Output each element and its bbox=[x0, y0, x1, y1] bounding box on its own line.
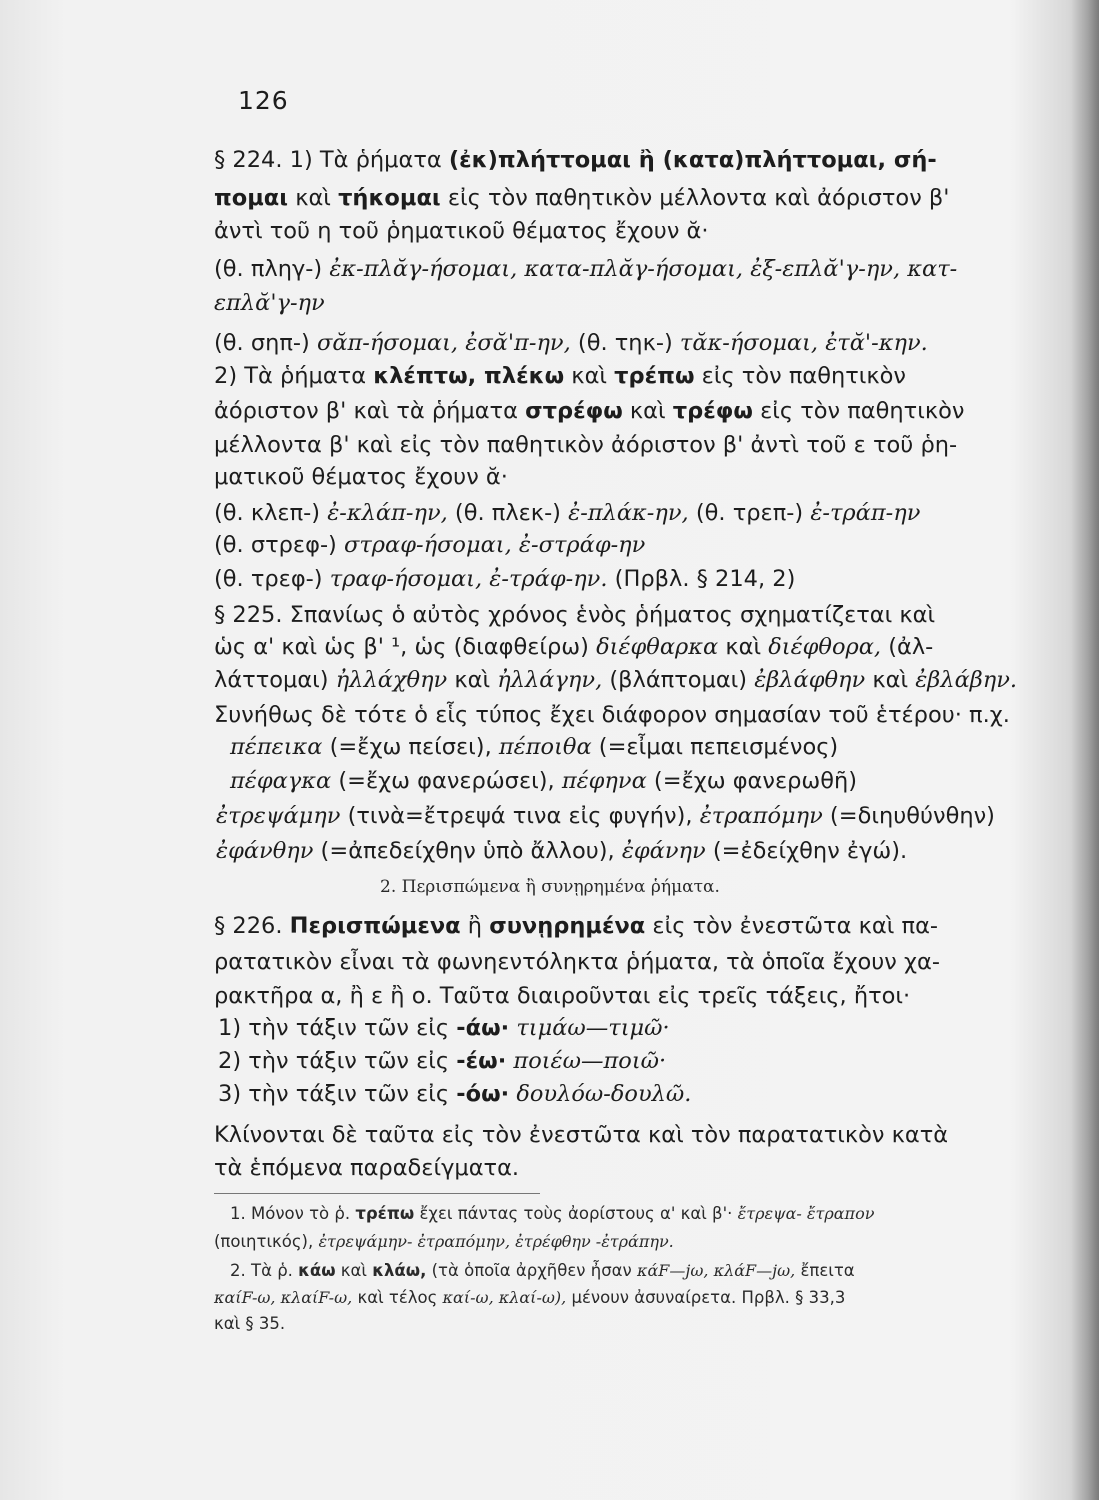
page-edge-shadow bbox=[1071, 0, 1099, 1500]
s224-line-2: πομαι καὶ τήκομαι εἰς τὸν παθητικὸν μέλλοντα καὶ ἀόριστον β' bbox=[214, 185, 950, 211]
s225-line-5: πέπεικα (=ἔχω πείσει), πέποιθα (=εἶμαι πεπεισμένος) bbox=[230, 734, 839, 760]
s225-line-8: ἐφάνθην (=ἀπεδείχθην ὑπὸ ἄλλου), ἐφάνην (=ἐδείχθην ἐγώ). bbox=[216, 838, 908, 864]
s224-line-11: (θ. κλεπ-) ἐ-κλάπ-ην, (θ. πλεκ-) ἐ-πλάκ-ην, (θ. τρεπ-) ἐ-τράπ-ην bbox=[214, 500, 921, 526]
s224-line-10: ματικοῦ θέματος ἔχουν ᾰ· bbox=[214, 464, 508, 490]
s226-line-8: τὰ ἑπόμενα παραδείγματα. bbox=[214, 1155, 520, 1181]
s224-line-13: (θ. τρεφ-) τραφ-ήσομαι, ἐ-τράφ-ην. (Πρβλ. § 214, 2) bbox=[214, 566, 796, 592]
s226-line-3: ρακτῆρα α, ἢ ε ἢ ο. Ταῦτα διαιροῦνται εἰς τρεῖς τάξεις, ἤτοι· bbox=[214, 983, 911, 1009]
s226-line-4: 1) τὴν τάξιν τῶν εἰς -άω· τιμάω—τιμῶ· bbox=[218, 1015, 670, 1041]
footnote-1-line-2: (ποιητικός), ἐτρεψάμην- ἐτραπόμην, ἐτρέφθην -ἐτράπην. bbox=[214, 1232, 674, 1251]
s225-line-2: ὡς α' καὶ ὡς β' ¹, ὡς (διαφθείρω) διέφθαρκα καὶ διέφθορα, (ἀλ- bbox=[214, 634, 934, 660]
s225-line-1: § 225. Σπανίως ὁ αὐτὸς χρόνος ἑνὸς ῥήματος σχηματίζεται καὶ bbox=[214, 602, 936, 628]
s224-line-9: μέλλοντα β' καὶ εἰς τὸν παθητικὸν ἀόριστον β' ἀντὶ τοῦ ε τοῦ ῥη- bbox=[214, 432, 958, 458]
footnote-2-line-3: καὶ § 35. bbox=[214, 1314, 286, 1333]
footnote-rule bbox=[214, 1193, 540, 1194]
s226-line-5: 2) τὴν τάξιν τῶν εἰς -έω· ποιέω—ποιῶ· bbox=[218, 1048, 667, 1074]
s224-line-8: ἀόριστον β' καὶ τὰ ῥήματα στρέφω καὶ τρέφω εἰς τὸν παθητικὸν bbox=[214, 398, 965, 424]
footnote-2-line-2: καίF-ω, κλαίF-ω, καὶ τέλος καί-ω, κλαί-ω), μένουν ἀσυναίρετα. Πρβλ. § 33,3 bbox=[214, 1288, 846, 1307]
s225-line-4: Συνήθως δὲ τότε ὁ εἷς τύπος ἔχει διάφορον σημασίαν τοῦ ἑτέρου· π.χ. bbox=[214, 702, 1010, 728]
s225-line-7: ἐτρεψάμην (τινὰ=ἔτρεψά τινα εἰς φυγήν), ἐτραπόμην (=διηυθύνθην) bbox=[216, 803, 995, 829]
s224-line-4: (θ. πληγ-) ἐκ-πλᾰγ-ήσομαι, κατα-πλᾰγ-ήσομαι, ἐξ-επλᾰ'γ-ην, κατ- bbox=[214, 256, 958, 282]
s224-line-1: § 224. 1) Τὰ ῥήματα (ἐκ)πλήττομαι ἢ (κατα)πλήττομαι, σή- bbox=[214, 147, 937, 173]
s224-line-3: ἀντὶ τοῦ η τοῦ ῥηματικοῦ θέματος ἔχουν ᾰ· bbox=[214, 218, 709, 244]
page-number: 126 bbox=[238, 86, 289, 115]
s226-line-7: Κλίνονται δὲ ταῦτα εἰς τὸν ἐνεστῶτα καὶ τὸν παρατατικὸν κατὰ bbox=[214, 1122, 949, 1148]
s224-line-7: 2) Τὰ ῥήματα κλέπτω, πλέκω καὶ τρέπω εἰς τὸν παθητικὸν bbox=[214, 363, 906, 389]
s225-line-3: λάττομαι) ἠλλάχθην καὶ ἠλλάγην, (βλάπτομαι) ἐβλάφθην καὶ ἐβλάβην. bbox=[214, 667, 1018, 693]
s224-line-6: (θ. σηπ-) σᾰπ-ήσομαι, ἐσᾰ'π-ην, (θ. τηκ-) τᾰκ-ήσομαι, ἐτᾰ'-κην. bbox=[214, 330, 928, 356]
s224-line-5: επλᾰ'γ-ην bbox=[214, 290, 325, 316]
s224-line-12: (θ. στρεφ-) στραφ-ήσομαι, ἐ-στράφ-ην bbox=[214, 532, 646, 558]
s226-line-6: 3) τὴν τάξιν τῶν εἰς -όω· δουλόω-δουλῶ. bbox=[218, 1081, 692, 1107]
s226-line-1: § 226. Περισπώμενα ἢ συνῃρημένα εἰς τὸν ἐνεστῶτα καὶ πα- bbox=[214, 913, 939, 939]
footnote-2-line-1: 2. Τὰ ῥ. κάω καὶ κλάω, (τὰ ὁποῖα ἀρχῆθεν ἦσαν κάF—jω, κλάF—jω, ἔπειτα bbox=[230, 1261, 855, 1280]
s226-line-2: ρατατικὸν εἶναι τὰ φωνηεντόληκτα ῥήματα, τὰ ὁποῖα ἔχουν χα- bbox=[214, 949, 940, 975]
s225-line-6: πέφαγκα (=ἔχω φανερώσει), πέφηνα (=ἔχω φανερωθῆ) bbox=[230, 768, 858, 794]
section-caption: 2. Περισπώμενα ἢ συνῃρημένα ῥήματα. bbox=[380, 877, 720, 897]
footnote-1-line-1: 1. Μόνον τὸ ῥ. τρέπω ἔχει πάντας τοὺς ἀορίστους α' καὶ β'· ἔτρεψα- ἔτραπον bbox=[230, 1204, 875, 1223]
